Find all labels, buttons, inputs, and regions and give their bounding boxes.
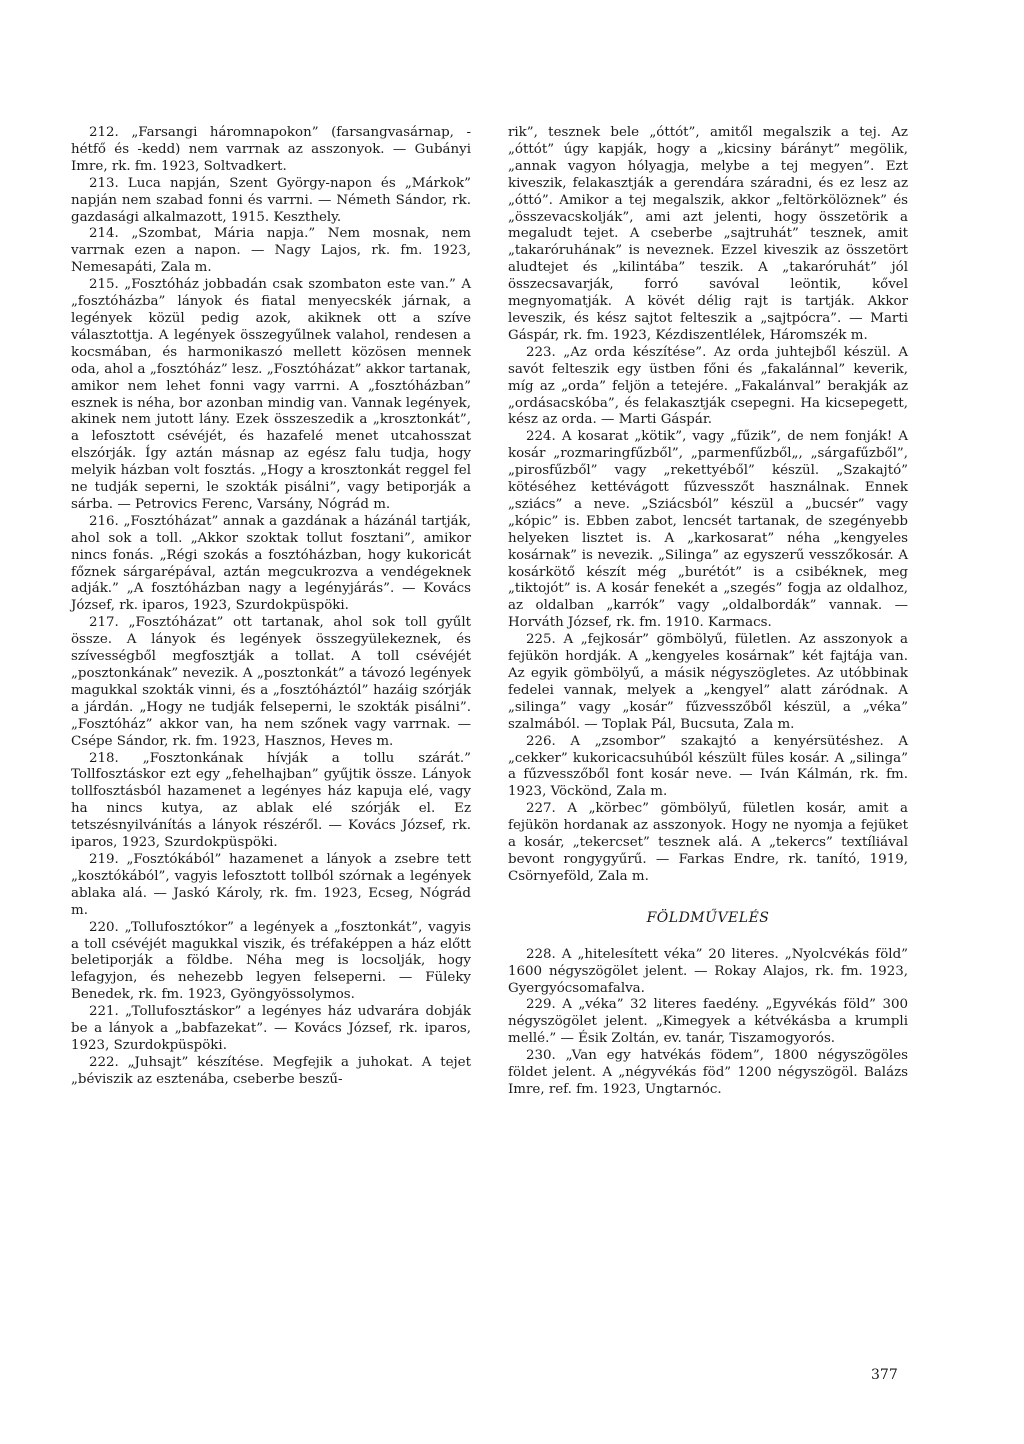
entry-220: 220. „Tollufosztókor” a legények a „fosztonkát”, vagyis a toll csévéjét magukkal viszik, és tréfaképpen a ház előtt beletiporják a földbe. Néha meg is locsolják, hogy lefagyjon, és nehezebb legyen felseperni. — Füleky Benedek, rk. fm. 1923, Gyöngyössolymos. [71, 919, 471, 1003]
entry-217: 217. „Fosztóházat” ott tartanak, ahol sok toll gyűlt össze. A lányok és legények összegyülekeznek, és szívességből megfosztják a tollat. A toll csévéjét „posztonkának” nevezik. A „posztonkát” a távozó legények magukkal szokták vinni, és a „fosztóháztól” hazáig szórják a járdán. „Hogy ne tudják felseperni, le szokták pisálni”. „Fosztóház” akkor van, ha nem szőnek vagy varrnak. — Csépe Sándor, rk. fm. 1923, Hasznos, Heves m. [71, 615, 471, 749]
entry-226: 226. A „zsombor” szakajtó a kenyérsütéshez. A „cekker” kukoricacsuhúból készült füles kosár. A „silinga” a fűzvesszőből font kosár neve. — Iván Kálmán, rk. fm. 1923, Vöckönd, Zala m. [508, 733, 908, 800]
section-heading: FÖLDMŰVELÉS [646, 909, 770, 926]
entry-219: 219. „Fosztókából” hazamenet a lányok a zsebre tett „kosztókából”, vagyis lefosztott tollból szórnak a legények ablaka alá. — Jaskó Károly, rk. fm. 1923, Ecseg, Nógrád m. [71, 851, 471, 918]
entry-228: 228. A „hitelesített véka” 20 literes. „Nyolcvékás föld” 1600 négyszögölet jelent. — Rokay Alajos, rk. fm. 1923, Gyergyócsomafalva. [508, 946, 908, 996]
entry-222-continued: rik”, tesznek bele „óttót”, amitől megalszik a tej. Az „óttót” úgy kapják, hogy a „kicsiny bárányt” megölik, „annak vagyon hólyagja, melybe a tej megyen”. Ezt kiveszik, felakasztják a gerendára száradni, és ez lesz az „óttó”. Amikor a tej megalszik, akkor „feltörkölöznek” és „összevacskolják”, ami azt jelenti, hogy összetörik a megaludt tejet. A cseberbe „sajtruhát” tesznek, amit „takaróruhának” is neveznek. Ezzel kiveszik az összetört aludtejet és „kilintába” teszik. A „takaróruhát” jól összecsavarják, forró savóval leöntik, kővel megnyomatják. A kövét délig rajt is tartják. Akkor leveszik, és kész sajtot felteszik a „sajtpócra”. — Marti Gáspár, rk. fm. 1923, Kézdiszentlélek, Háromszék m. [508, 125, 908, 343]
entry-213: 213. Luca napján, Szent György-napon és „Márkok” napján nem szabad fonni és varrni. — Németh Sándor, rk. gazdasági alkalmazott, 1915. Keszthely. [71, 175, 471, 225]
entry-221: 221. „Tollufosztáskor” a legényes ház udvarára dobják be a lányok a „babfazekat”. — Kovács József, rk. iparos, 1923, Szurdokpüspöki. [71, 1004, 471, 1053]
entry-216: 216. „Fosztóházat” annak a gazdának a házánál tartják, ahol sok a toll. „Akkor szoktak tollut fosztani”, amikor nincs fonás. „Régi szokás a fosztóházban, hogy kukoricát főznek sárgarépával, aztán megcukrozva a vendégeknek adják.” „A fosztóházban nagy a legényjárás”. — Kovács József, rk. iparos, 1923, Szurdokpüspöki. [71, 513, 471, 614]
entry-222: 222. „Juhsajt” készítése. Megfejik a juhokat. A tejet „béviszik az esztenába, cseberbe beszű- [71, 1054, 471, 1087]
entry-225: 225. A „fejkosár” gömbölyű, fületlen. Az asszonyok a fejükön hordják. A „kengyeles kosárnak” két fajtája van. Az egyik gömbölyű, a másik négyszögletes. Az utóbbinak fedelei vannak, melyek a „kengyel” alatt záródnak. A „silinga” vagy „kosár” fűzvesszőből készül, a „véka” szalmából. — Toplak Pál, Bucsuta, Zala m. [508, 632, 908, 732]
entry-215: 215. „Fosztóház jobbadán csak szombaton este van.” A „fosztóházba” lányok és fiatal menyecskék járnak, a legények közül pedig azok, akiknek ott a szíve választottja. A legények összegyűlnek valahol, rendesen a kocsmában, és harmonikaszó mellett közösen mennek oda, ahol a „fosztóház” lesz. „Fosztóházat” akkor tartanak, amikor nem lehet fonni vagy varrni. A „fosztóházban” esznek is néha, bor azonban mindig van. Vannak legények, akinek nem jutott lány. Ezek összeszedik a „krosztonkát”, a lefosztott csévéjét, és hazafelé menet utcahosszat elszórják. Így aztán másnap az egész falu tudja, hogy melyik házban volt fosztás. „Hogy a krosztonkát reggel fel ne tudják seperni, le szokták pisálni”, vagy betiporják a sárba. — Petrovics Ferenc, Varsány, Nógrád m. [71, 277, 471, 512]
page-number: 377 [871, 1367, 898, 1383]
entry-214: 214. „Szombat, Mária napja.” Nem mosnak, nem varrnak ezen a napon. — Nagy Lajos, rk. fm. 1923, Nemesapáti, Zala m. [71, 226, 471, 276]
entry-227: 227. A „körbec” gömbölyű, fületlen kosár, amit a fejükön hordanak az asszonyok. Hogy ne nyomja a fejüket a kosár, „tekercset” tesznek alá. A „tekercs” textíliával bevont rongygyűrű. — Farkas Endre, rk. tanító, 1919, Csörnyeföld, Zala m. [508, 801, 908, 884]
entry-218: 218. „Fosztonkának hívják a tollu szárát.” Tollfosztáskor ezt egy „fehelhajban” gyűjtik össze. Lányok tollfosztásból hazamenet a legényes ház kapuja elé, vagy ha nincs kutya, az ablak elé szórják el. Ez tetszésnyilvánítás a lányok részéről. — Kovács József, rk. iparos, 1923, Szurdokpüspöki. [71, 750, 471, 851]
right-column [508, 125, 908, 1099]
entry-230: 230. „Van egy hatvékás födem”, 1800 négyszögöles földet jelent. A „négyvékás föd” 1200 négyszögöl. Balázs Imre, ref. fm. 1923, Ungtarnóc. [508, 1048, 908, 1097]
entry-229: 229. A „véka” 32 literes faedény. „Egyvékás föld” 300 négyszögölet jelent. „Kimegyek a kétvékásba a krumpli mellé.” — Ésik Zoltán, ev. tanár, Tiszamogyorós. [508, 997, 908, 1047]
entry-224: 224. A kosarat „kötik”, vagy „fűzik”, de nem fonják! A kosár „rozmaringfűzből”, „parmenfűzből„, „sárgafűzből”, „pirosfűzből” vagy „rekettyéből” készül. „Szakajtó” kötéséhez kettévágott fűzvesszőt használnak. Ennek „sziács” a neve. „Sziácsból” készül a „bucsér” vagy „kópic” is. Ebben zabot, lencsét tartanak, de szegényebb helyeken lisztet is. A „karkosarat” néha „kengyeles kosárnak” is nevezik. „Silinga” az egyszerű vesszőkosár. A kosárkötő készít még „burétót” is a csibéknek, meg „tiktojót” is. A kosár fenekét a „szegés” fogja az oldalhoz, az oldalban „karrók” vagy „oldalbordák” vannak. — Horváth József, rk. fm. 1910. Karmacs. [508, 429, 908, 631]
entry-223: 223. „Az orda készítése”. Az orda juhtejből készül. A savót felteszik egy üstben főni és „fakalánnal” keverik, míg az „orda” feljön a tetejére. „Fakalánval” berakják az „ordásacskóba”, és felakasztják csepegni. Ha kicsepegett, kész az orda. — Marti Gáspár. [508, 344, 908, 428]
left-column [71, 125, 471, 1089]
entry-212: 212. „Farsangi háromnapokon” (farsangvasárnap, -hétfő és -kedd) nem varrnak az asszonyok. — Gubányi Imre, rk. fm. 1923, Soltvadkert. [71, 125, 471, 174]
